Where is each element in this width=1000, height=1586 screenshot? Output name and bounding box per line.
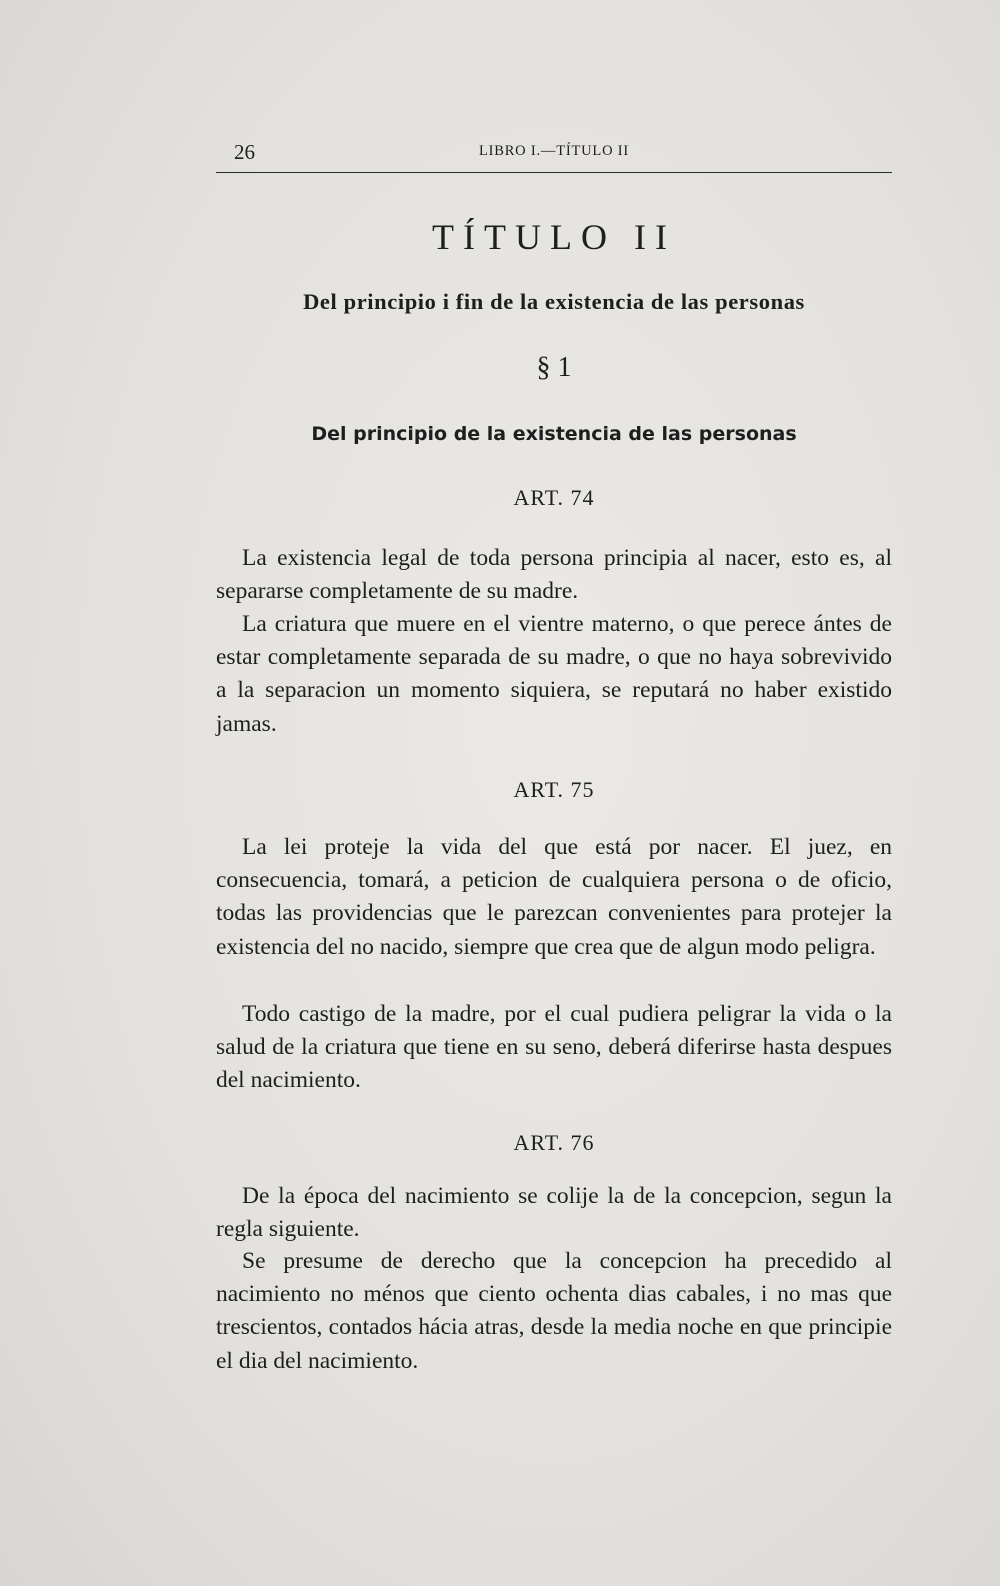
section-mark: § 1 [536,352,572,383]
article-heading: ART. 76 [513,1130,595,1155]
article-paragraph: La criatura que muere en el vientre materno, o que perece ántes de estar completamente separada de su madre, o que no haya sobrevivido a la separacion un momento siquiera, se reputará no haber existido jamas. [216,611,892,737]
article-paragraph: De la época del nacimiento se colije la de la concepcion, segun la regla siguiente. [216,1183,892,1243]
running-head: LIBRO I.—TÍTULO II [478,143,630,159]
article-paragraph: La lei proteje la vida del que está por nacer. El juez, en consecuencia, tomará, a peticion de cualquiera persona o de oficio, todas las providencias que le parezcan convenientes para protejer la existencia del no nacido, siempre que crea que de algun modo peligra. [216,834,892,960]
section-title: Del principio de la existencia de las personas [311,423,797,445]
page-header [216,140,892,166]
article-paragraph: Todo castigo de la madre, por el cual pudiera peligrar la vida o la salud de la criatura que tiene en su seno, deberá diferirse hasta despues del nacimiento. [216,1001,892,1094]
page-number: 26 [234,140,255,164]
article-paragraph: Se presume de derecho que la concepcion ha precedido al nacimiento no ménos que ciento ochenta dias cabales, i no mas que trescientos, contados hácia atras, desde la media noche en que principie el dia del nacimiento. [216,1248,892,1374]
article-heading: ART. 75 [513,777,595,802]
title-subheading: Del principio i fin de la existencia de las personas [303,289,805,314]
article-heading: ART. 74 [513,485,595,510]
title-heading: TÍTULO II [432,217,676,257]
header-rule [216,172,892,173]
article-paragraph: La existencia legal de toda persona principia al nacer, esto es, al separarse completamente de su madre. [216,545,892,605]
